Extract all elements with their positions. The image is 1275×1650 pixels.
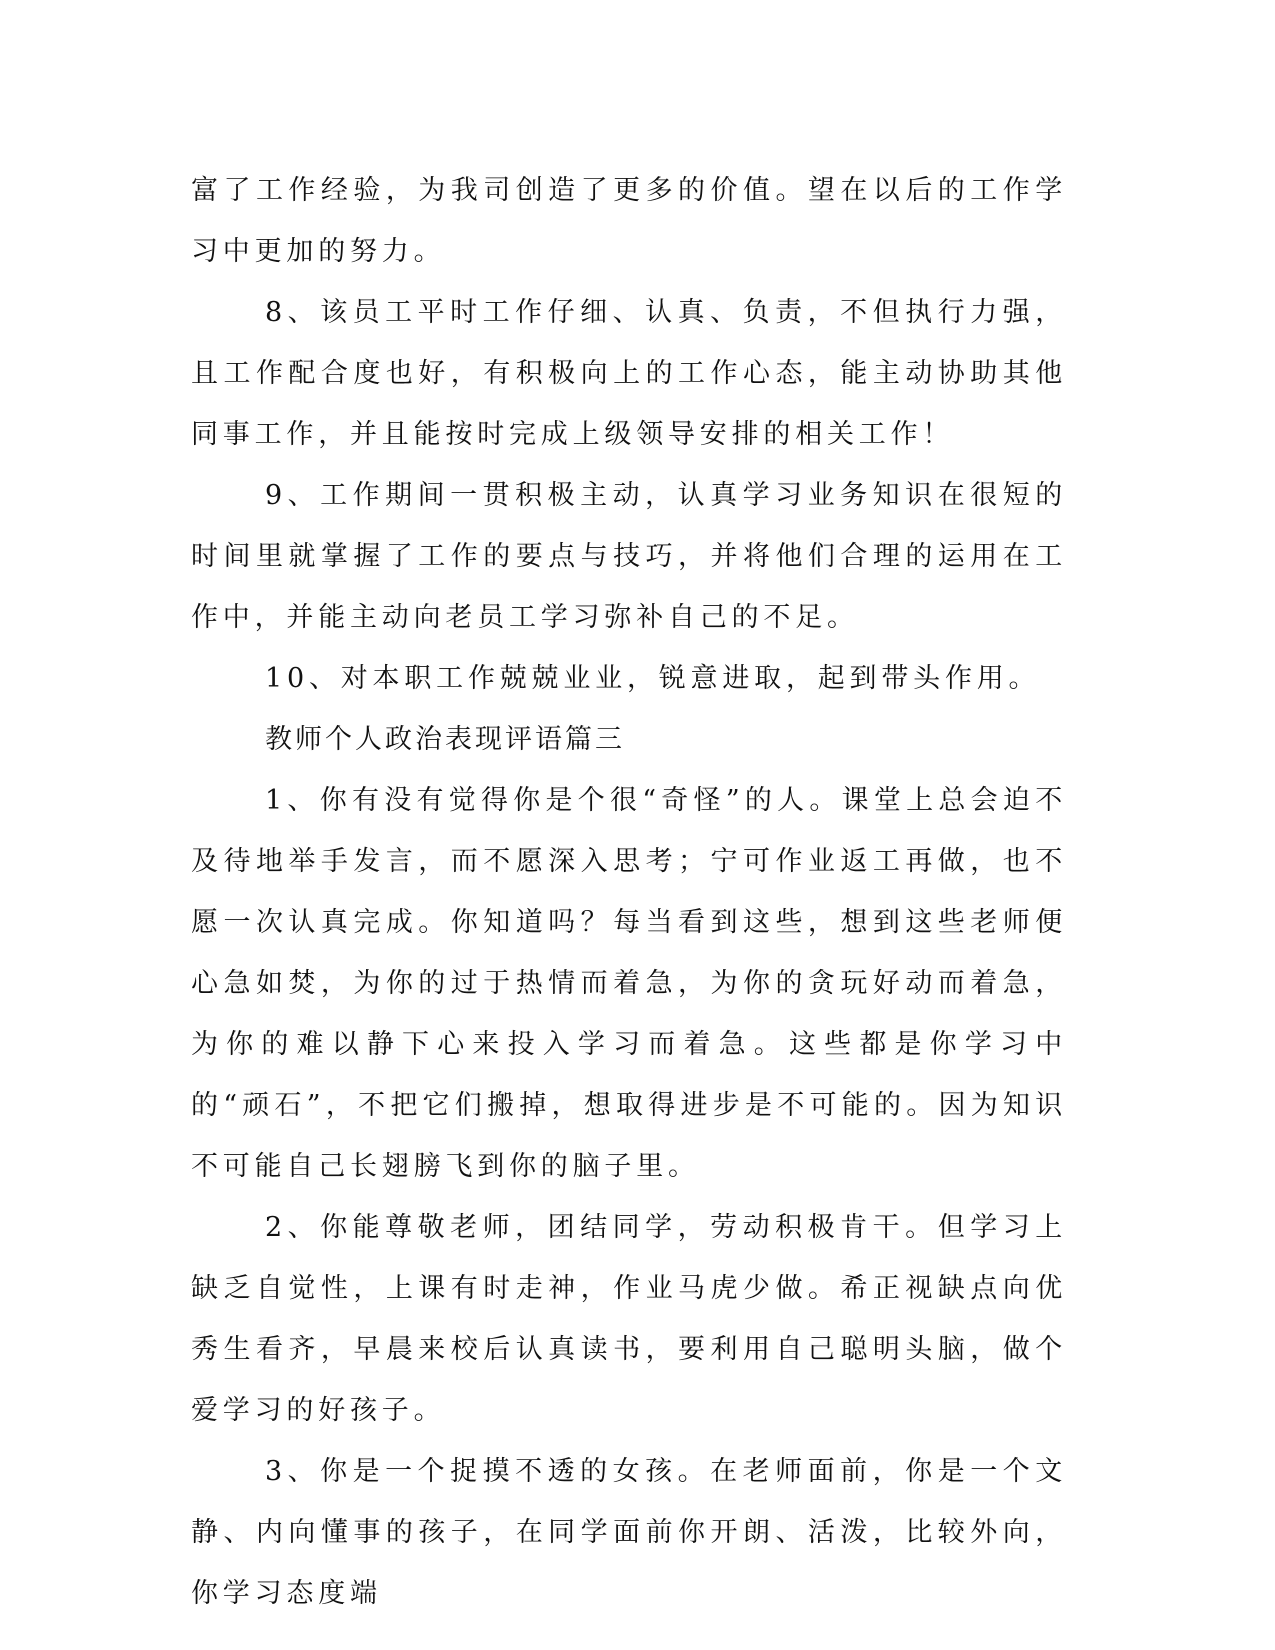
paragraph-item-10: 10、对本职工作兢兢业业，锐意进取，起到带头作用。 xyxy=(265,663,1041,694)
paragraph-item-8: 8、该员工平时工作仔细、认真、负责，不但执行力强，且工作配合度也好，有积极向上的工作心态，能主动协助其他同事工作，并且能按时完成上级领导安排的相关工作！ xyxy=(191,297,1067,450)
paragraph-comment-2: 2、你能尊敬老师，团结同学，劳动积极肯干。但学习上缺乏自觉性，上课有时走神，作业马虎少做。希正视缺点向优秀生看齐，早晨来校后认真读书，要利用自己聪明头脑，做个爱学习的好孩子。 xyxy=(191,1212,1067,1426)
paragraph-comment-1: 1、你有没有觉得你是个很“奇怪”的人。课堂上总会迫不及待地举手发言，而不愿深入思考；宁可作业返工再做，也不愿一次认真完成。你知道吗？每当看到这些，想到这些老师便心急如焚，为你的过于热情而着急，为你的贪玩好动而着急，为你的难以静下心来投入学习而着急。这些都是你学习中的“顽石”，不把它们搬掉，想取得进步是不可能的。因为知识不可能自己长翅膀飞到你的脑子里。 xyxy=(191,785,1067,1182)
document-body xyxy=(191,160,1067,1624)
section-heading: 教师个人政治表现评语篇三 xyxy=(265,724,625,755)
paragraph-continuation: 富了工作经验，为我司创造了更多的价值。望在以后的工作学习中更加的努力。 xyxy=(191,175,1067,267)
paragraph-item-9: 9、工作期间一贯积极主动，认真学习业务知识在很短的时间里就掌握了工作的要点与技巧，并将他们合理的运用在工作中，并能主动向老员工学习弥补自己的不足。 xyxy=(191,480,1067,633)
paragraph-comment-3: 3、你是一个捉摸不透的女孩。在老师面前，你是一个文静、内向懂事的孩子，在同学面前你开朗、活泼，比较外向，你学习态度端 xyxy=(191,1456,1067,1609)
